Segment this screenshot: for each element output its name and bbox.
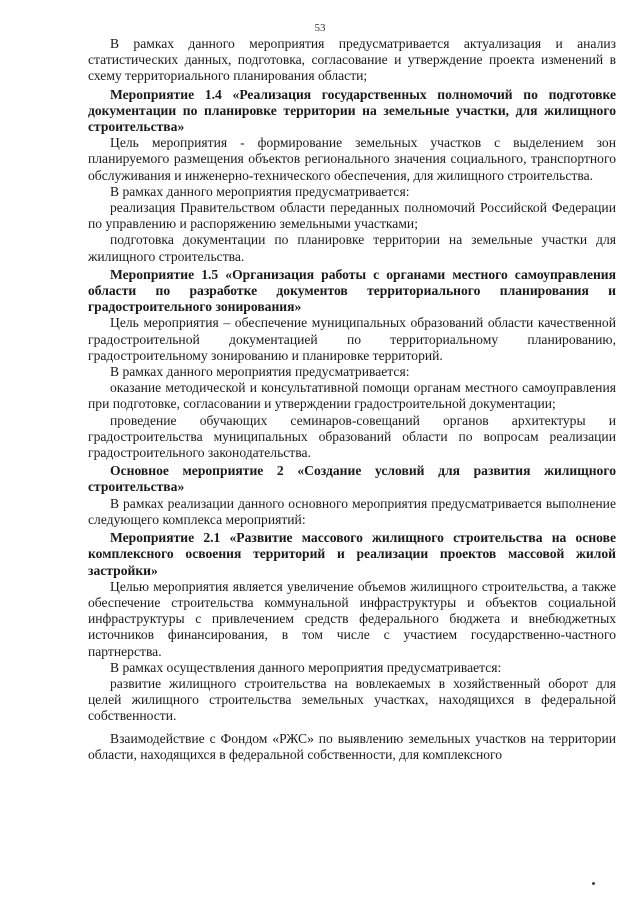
- paragraph-item-documentation: подготовка документации по планировке территории на земельные участки для жилищного строительства.: [88, 232, 616, 264]
- paragraph-provides-1-4: В рамках данного мероприятия предусматривается:: [110, 183, 410, 199]
- paragraph-main-2-intro: В рамках реализации данного основного мероприятия предусматривается выполнение следующего комплекса мероприятий:: [88, 495, 616, 527]
- paragraph-item-development: развитие жилищного строительства на вовлекаемых в хозяйственный оборот для целей жилищного строительства земельных участках, находящихся в федеральной собственности.: [88, 675, 616, 724]
- heading-main-measure-2: Основное мероприятие 2 «Создание условий для развития жилищного строительства»: [88, 463, 616, 495]
- paragraph-provides-2-1: В рамках осуществления данного мероприятия предусматривается:: [110, 659, 502, 675]
- paragraph-1: В рамках данного мероприятия предусматривается актуализация и анализ статистических данных, подготовка, согласование и утверждение проекта изменений в схему территориального планирования области;: [88, 36, 616, 84]
- document-body: [88, 36, 616, 763]
- paragraph-goal-2-1: Целью мероприятия является увеличение объемов жилищного строительства, а также обеспечение строительства коммунальной инфраструктуры и объектов социальной инфраструктуры с привлечением средств федерального бюджета и внебюджетных источников финансирования, в том числе с участием государственно-частного партнерства.: [88, 578, 616, 659]
- heading-measure-1-5-lead: Мероприятие 1.5: [110, 266, 219, 282]
- paragraph-goal-1-4: Цель мероприятия - формирование земельных участков с выделением зон планируемого размещения объектов регионального значения социального, транспортного обслуживания и инженерно-технического обеспечения, для жилищного строительства.: [88, 135, 616, 183]
- paragraph-interaction-rzhs: Взаимодействие с Фондом «РЖС» по выявлению земельных участков на территории области, находящихся в федеральной собственности, для комплексного: [88, 730, 616, 762]
- paragraph-item-implementation: реализация Правительством области переданных полномочий Российской Федерации по управлению и распоряжению земельными участками;: [88, 200, 616, 232]
- scan-speck: [592, 882, 595, 885]
- page-number: 53: [314, 22, 326, 34]
- heading-measure-1-5: [88, 267, 616, 316]
- heading-measure-1-4: Мероприятие 1.4 «Реализация государственных полномочий по подготовке документации по планировке территории на земельные участки, для жилищного строительства»: [88, 86, 616, 135]
- heading-measure-1-5-title: «Организация работы с органами местного самоуправления области по разработке документов территориального планирования и градостроительного зонирования»: [88, 266, 616, 315]
- paragraph-goal-1-5: Цель мероприятия – обеспечение муниципальных образований области качественной градостроительной документацией по территориальному планированию, градостроительному зонированию и планировке территорий.: [88, 315, 616, 363]
- paragraph-item-consulting: оказание методической и консультативной помощи органам местного самоуправления при подготовке, согласовании и утверждении градостроительной документации;: [88, 380, 616, 412]
- paragraph-item-seminars: проведение обучающих семинаров-совещаний органов архитектуры и градостроительства муниципальных образований области по вопросам реализации градостроительного законодательства.: [88, 412, 616, 461]
- heading-measure-2-1: Мероприятие 2.1 «Развитие массового жилищного строительства на основе комплексного освоения территорий и реализации проектов массовой жилой застройки»: [88, 530, 616, 578]
- paragraph-provides-1-5: В рамках данного мероприятия предусматривается:: [110, 364, 410, 380]
